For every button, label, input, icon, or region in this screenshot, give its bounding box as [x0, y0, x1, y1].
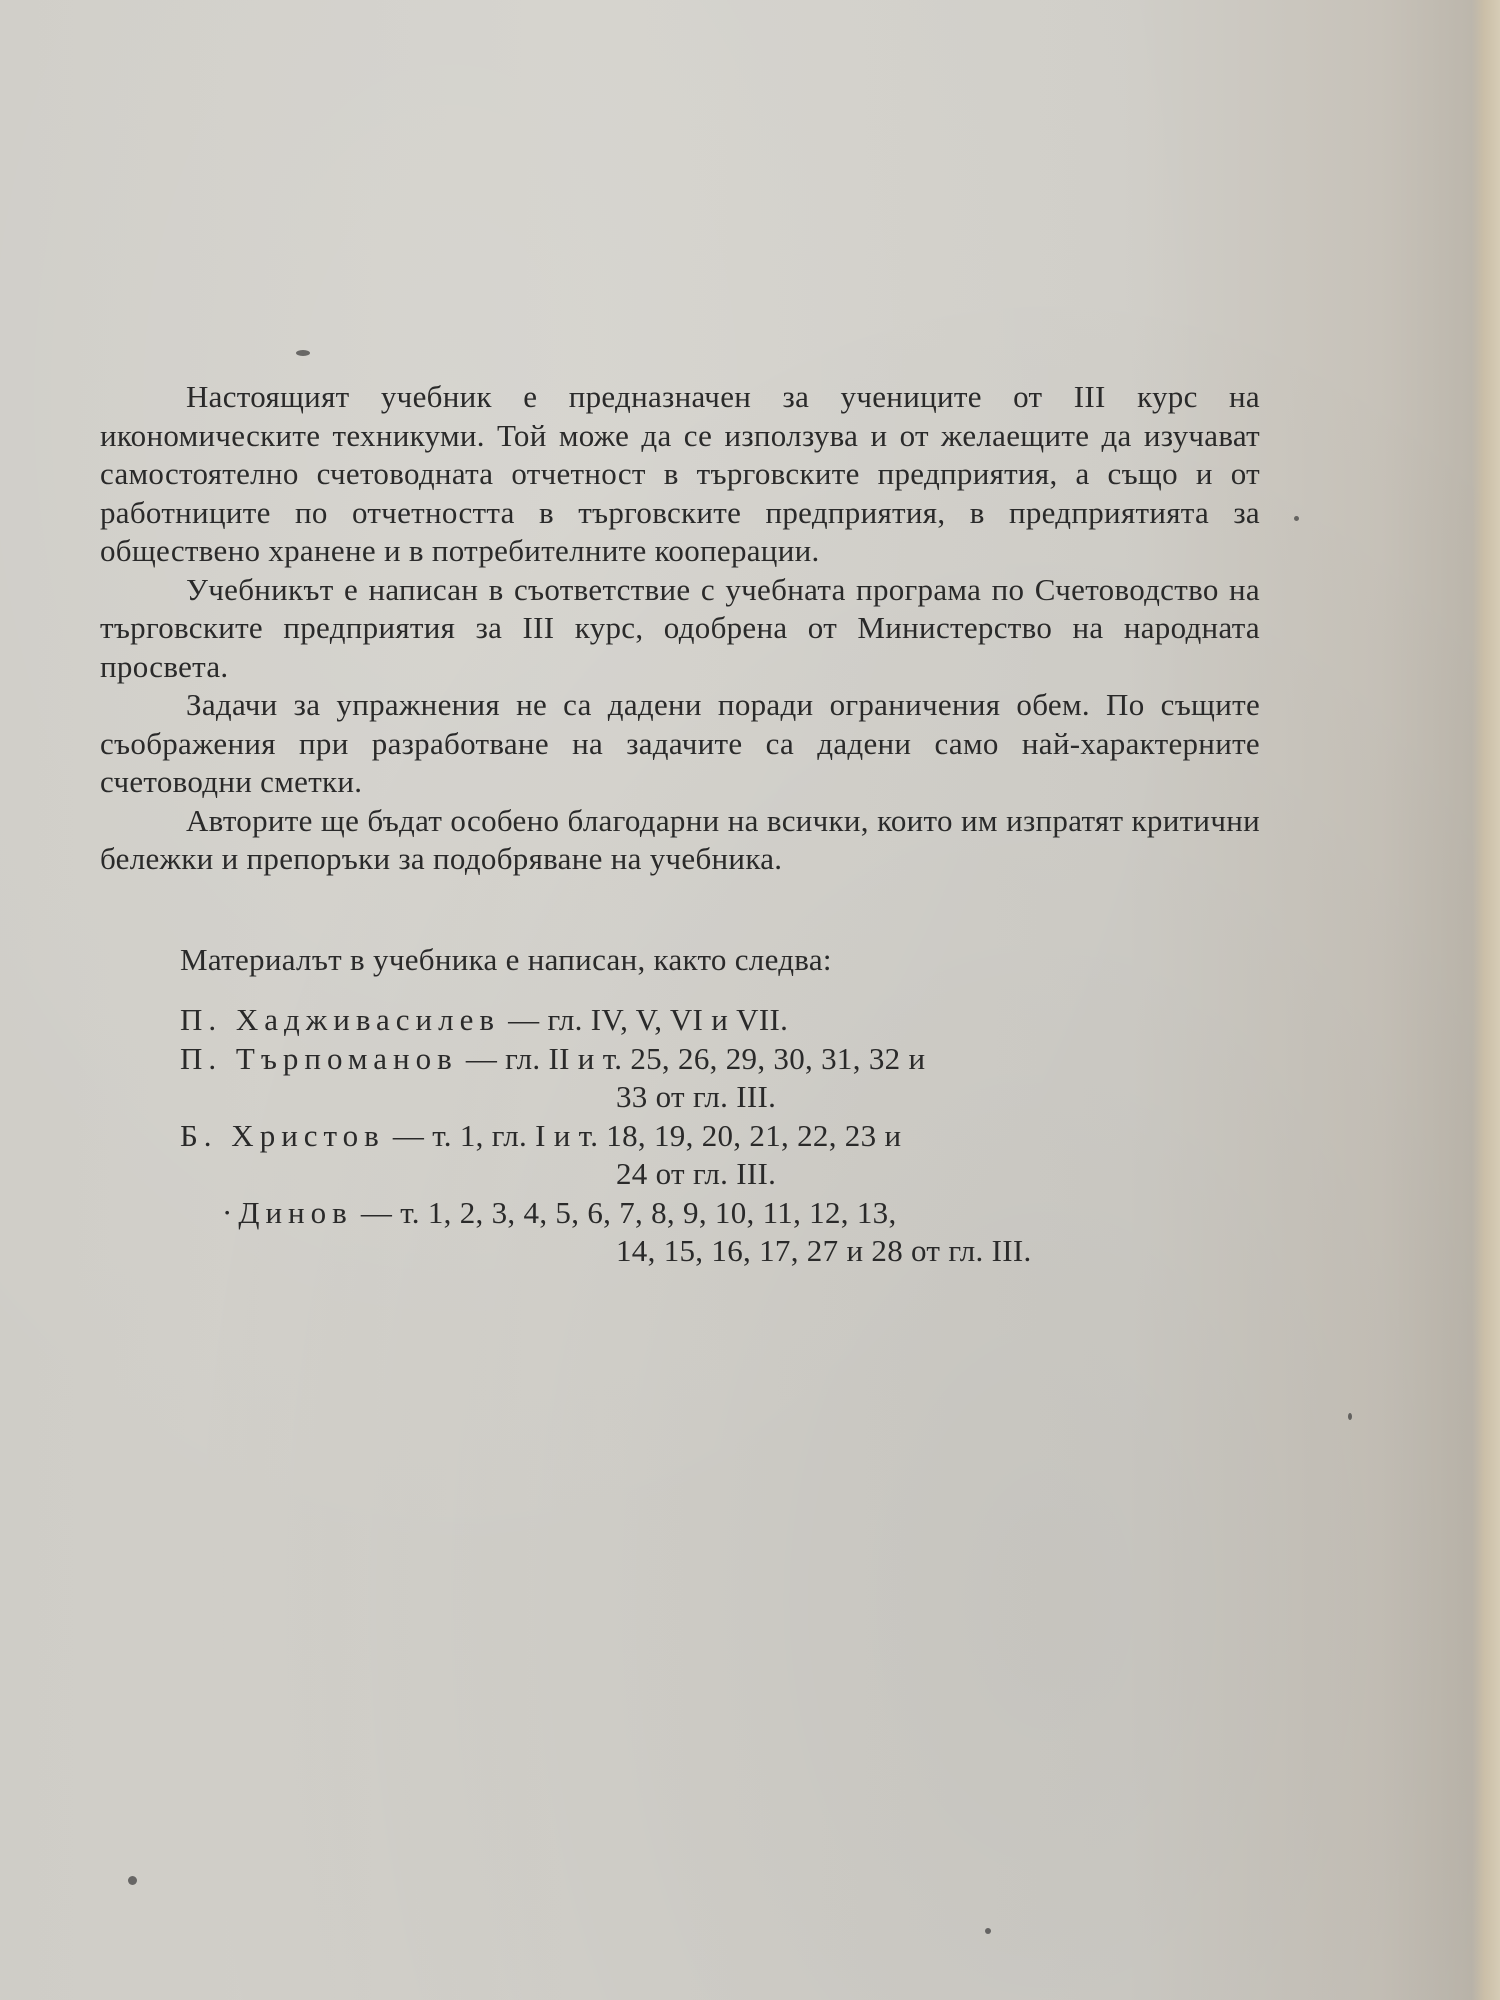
- paragraph-program: Учебникът е написан в съответствие с учебната програма по Счетоводство на търговските предприятия за III курс, одобрена от Министерство на народната просвета.: [100, 571, 1260, 684]
- author-chapters-continued: 14, 15, 16, 17, 27 и 28 от гл. III.: [616, 1233, 1032, 1268]
- author-name: П. Търпоманов: [180, 1040, 458, 1076]
- author-chapters: — т. 1, гл. I и т. 18, 19, 20, 21, 22, 23 и: [392, 1117, 902, 1153]
- preface-text: [100, 378, 1260, 1271]
- paragraph-purpose: Настоящият учебник е предназначен за учениците от III курс на икономическите техникуми. Той може да се използува и от желаещите да изучават самостоятелно счетоводната отчетност в търговските предприятия, а също и от работниците по отчетността в търговските предприятия, в предприятията за обществено хранене и в потребителните кооперации.: [100, 379, 1260, 568]
- author-entry: [180, 1194, 1260, 1233]
- paragraph-exercises: Задачи за упражнения не са дадени поради ограничения обем. По същите съображения при разработване на задачите са дадени само най-характерните счетоводни сметки.: [100, 687, 1260, 799]
- author-list: [100, 1001, 1260, 1271]
- ink-speck: [128, 1876, 137, 1885]
- author-chapters-continued: 33 от гл. III.: [616, 1079, 777, 1114]
- author-chapters-continued: 24 от гл. III.: [616, 1156, 777, 1191]
- author-chapters: — т. 1, 2, 3, 4, 5, 6, 7, 8, 9, 10, 11, 12, 13,: [360, 1194, 897, 1230]
- ink-speck: [1294, 516, 1299, 521]
- author-entry: [180, 1117, 1260, 1156]
- ink-speck: [296, 350, 310, 356]
- paragraph-feedback: Авторите ще бъдат особено благодарни на всички, които им изпратят критични бележки и препоръки за подобряване на учебника.: [100, 802, 1260, 876]
- author-name: Б. Христов: [180, 1117, 385, 1153]
- author-entry: [180, 1001, 1260, 1040]
- ink-speck: [985, 1928, 991, 1934]
- author-chapters: — гл. IV, V, VI и VII.: [508, 1002, 789, 1037]
- ink-speck: [1348, 1413, 1352, 1420]
- author-name: ·Динов: [222, 1194, 353, 1230]
- page-edge: [1472, 0, 1500, 2000]
- authorship-intro: Материалът в учебника е написан, както следва:: [180, 941, 832, 977]
- author-entry: [180, 1040, 1260, 1079]
- author-chapters: — гл. II и т. 25, 26, 29, 30, 31, 32 и: [465, 1040, 926, 1076]
- author-name: П. Хадживасилев: [180, 1002, 501, 1037]
